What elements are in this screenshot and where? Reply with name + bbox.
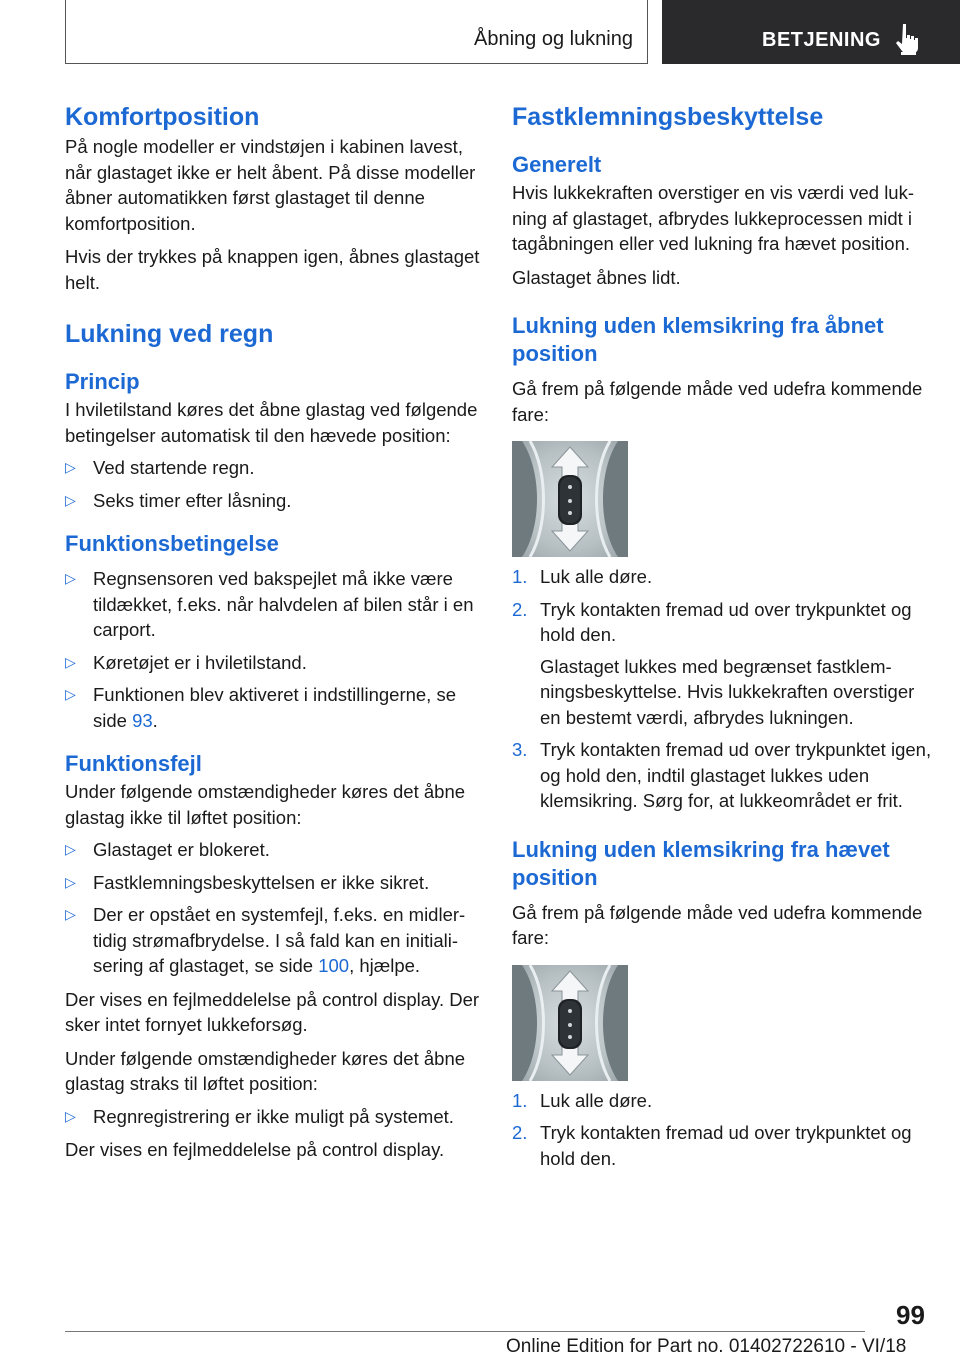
komfort-paragraph-1: På nogle modeller er vindstøjen i kabinen lavest, når glastaget ikke er helt åbent. På disse modeller åbner automatikken først glastaget til denne komfortposition.: [65, 136, 476, 234]
page-number: 99: [896, 1300, 925, 1330]
header-chapter-label: BETJENING: [762, 29, 881, 51]
fejl-list: [65, 837, 483, 979]
heading-princip: Princip: [65, 369, 140, 394]
triangle-bullet-icon: ▷: [65, 491, 76, 508]
fejl-list-2: [65, 1104, 483, 1130]
betingelse-list: [65, 566, 483, 733]
triangle-bullet-icon: ▷: [65, 686, 76, 702]
fejl-paragraph-1: Under følgende omstændigheder køres det åbne glastag ikke til løftet position:: [65, 781, 466, 828]
heading-lukning-ved-regn: Lukning ved regn: [65, 320, 274, 348]
right-column: [512, 100, 932, 1171]
fejl-paragraph-4: Der vises en fejlmeddelelse på control display.: [65, 1139, 445, 1160]
triangle-bullet-icon: ▷: [65, 459, 76, 475]
roof-switch-image: [512, 441, 628, 557]
list-item: ▷ Seks timer efter låsning.: [65, 488, 483, 514]
komfort-paragraph-2: Hvis der trykkes på knappen igen, åbnes glastaget helt.: [65, 246, 480, 293]
generelt-paragraph-1: Hvis lukkekraften overstiger en vis værdi ved lukning af glastaget, afbrydes lukkeprocessen midt i tagåbningen eller ved lukning fra hævet position.: [512, 182, 915, 254]
list-item: ▷ Fastklemningsbeskyttelsen er ikke sikret.: [65, 870, 483, 896]
list-item: ▷ Ved startende regn.: [65, 455, 483, 481]
heading-lukning-fra-aabnet: Lukning uden klemsikring fra åbnet position: [512, 313, 884, 366]
heading-fastklemningsbeskyttelse: Fastklemningsbeskyttelse: [512, 103, 824, 131]
fejl-paragraph-2: Der vises en fejlmeddelelse på control display. Der sker intet fornyet lukkeforsøg.: [65, 988, 480, 1035]
heading-komfortposition: Komfortposition: [65, 103, 260, 131]
fejl-paragraph-3: Under følgende omstændigheder køres det åbne glastag straks til løftet position:: [65, 1047, 466, 1094]
triangle-bullet-icon: ▷: [65, 873, 76, 890]
aabnet-paragraph: Gå frem på følgende måde ved udefra kommende fare:: [512, 378, 923, 425]
list-item: ▷ Køretøjet er i hviletilstand.: [65, 650, 483, 676]
header-section-title: Åbning og lukning: [473, 28, 633, 50]
haevet-paragraph: Gå frem på følgende måde ved udefra kommende fare:: [512, 901, 923, 948]
footer-edition: Online Edition for Part no. 01402722610 - VI/18: [506, 1336, 907, 1357]
list-item: ▷ Funktionen blev aktiveret i indstillingerne, se side 93.: [65, 684, 456, 731]
page-reference-link[interactable]: 100: [318, 955, 350, 976]
heading-funktionsfejl: Funktionsfejl: [65, 751, 202, 776]
generelt-paragraph-2: Glastaget åbnes lidt.: [512, 266, 681, 288]
triangle-bullet-icon: ▷: [65, 841, 76, 857]
roof-switch-image: [512, 965, 628, 1081]
list-item: 2. Tryk kontakten fremad ud over trykpunktet og hold den. Glastaget lukkes med begrænset fastklemningsbeskyttelse. Hvis lukkekraften overstiger en bestemt værdi, afbrydes lukningen.: [512, 597, 932, 731]
heading-funktionsbetingelse: Funktionsbetingelse: [65, 531, 279, 556]
page-reference-link[interactable]: 93: [132, 709, 153, 731]
haevet-steps: [512, 1088, 932, 1172]
list-item: ▷ Glastaget er blokeret.: [65, 837, 483, 863]
list-item: ▷ Der er opstået en systemfejl, f.eks. en midlertidig strømafbrydelse. I så fald kan en initialisering af glastaget, se side 100, hjælpe.: [65, 904, 466, 976]
hand-pointer-icon: [894, 22, 920, 56]
footer-divider: [65, 1331, 865, 1332]
header-chapter-tab: [662, 0, 960, 64]
triangle-bullet-icon: ▷: [65, 906, 76, 922]
aabnet-steps: [512, 564, 932, 814]
princip-list: [65, 455, 483, 513]
step-note: Glastaget lukkes med begrænset fastklemningsbeskyttelse. Hvis lukkekraften overstiger en bestemt værdi, afbrydes lukningen.: [540, 655, 915, 728]
list-item: ▷ Regnregistrering er ikke muligt på systemet.: [65, 1104, 483, 1130]
triangle-bullet-icon: ▷: [65, 570, 76, 586]
heading-lukning-fra-haevet: Lukning uden klemsikring fra hævet position: [512, 836, 890, 890]
triangle-bullet-icon: ▷: [65, 1107, 76, 1124]
list-item: 2. Tryk kontakten fremad ud over trykpunktet og hold den.: [512, 1122, 912, 1169]
princip-paragraph: I hviletilstand køres det åbne glastag ved følgende betingelser automatisk til den hævede position:: [65, 399, 478, 446]
list-item: 3. Tryk kontakten fremad ud over trykpunktet igen, og hold den, indtil glastaget lukkes uden klemsikring. Sørg for, at lukkeområdet er frit.: [512, 739, 932, 811]
list-item: ▷ Regnsensoren ved bakspejlet må ikke være tildækket, f.eks. når halvdelen af bilen står i en carport.: [65, 568, 474, 640]
header-section-box: [65, 0, 648, 64]
list-item: 1. Luk alle døre.: [512, 1089, 653, 1111]
list-item: 1. Luk alle døre.: [512, 566, 653, 587]
heading-generelt: Generelt: [512, 152, 602, 177]
triangle-bullet-icon: ▷: [65, 653, 76, 670]
left-column: [65, 100, 483, 1163]
